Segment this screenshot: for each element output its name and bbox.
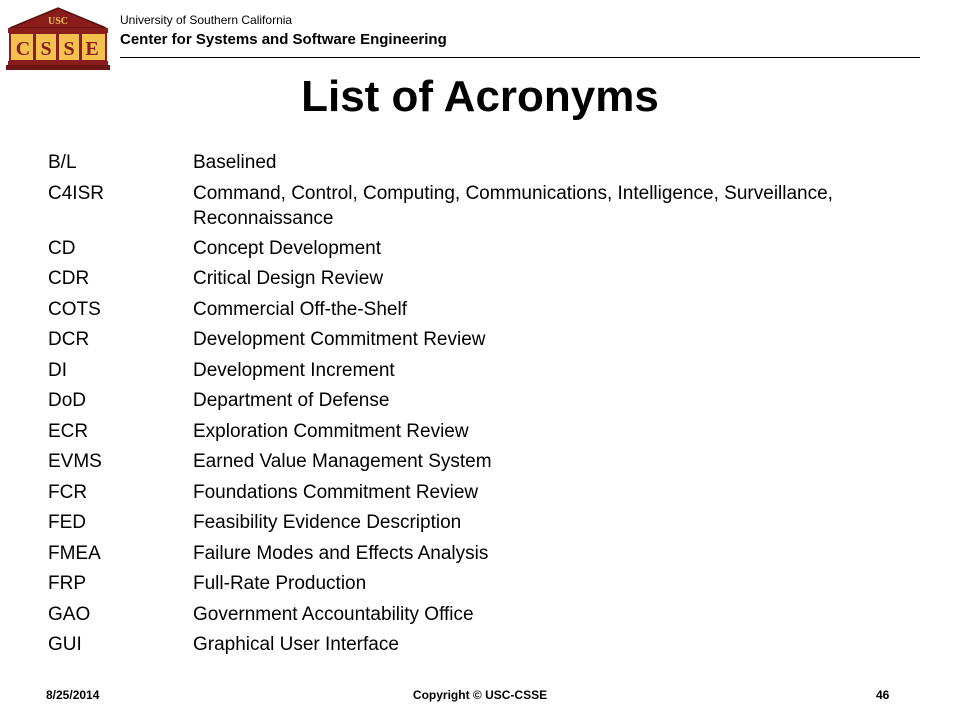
acronym-definition: Government Accountability Office [193,603,474,625]
logo-usc-text: USC [47,16,69,27]
acronym-row [48,297,928,322]
acronym-definition: Graphical User Interface [193,634,399,655]
acronym-row [48,150,928,175]
acronym-row [48,602,928,627]
footer-date: 8/25/2014 [46,688,100,702]
acronym-row [48,449,928,474]
logo-letter-e: E [85,38,99,60]
acronym-definition: Command, Control, Computing, Communications, Intelligence, Surveillance, Reconnaissance [193,182,833,229]
acronym-row [48,480,928,505]
acronym-row [48,181,928,231]
acronym-definition: Exploration Commitment Review [193,420,469,442]
university-name: University of Southern California [120,13,293,27]
acronym-abbr: DoD [48,390,87,411]
usc-csse-building-logo [6,6,110,72]
acronym-abbr: ECR [48,420,89,442]
acronym-abbr: FED [48,512,86,533]
acronym-definition: Concept Development [193,237,381,259]
acronym-row [48,266,928,291]
footer-copyright: Copyright © USC-CSSE [412,688,548,702]
acronym-row [48,419,928,444]
logo-letter-s1: S [40,38,52,60]
acronym-definition: Earned Value Management System [193,451,492,472]
header-divider [120,57,920,58]
acronym-abbr: C4ISR [48,182,104,204]
slide-title: List of Acronyms [301,72,659,121]
logo-letter-s2: S [63,38,75,60]
acronym-abbr: FMEA [48,542,101,564]
acronym-abbr: EVMS [48,451,102,472]
acronym-abbr: CD [48,237,76,259]
acronym-definition: Feasibility Evidence Description [193,512,462,533]
acronym-definition: Department of Defense [193,390,390,411]
acronym-abbr: GUI [48,634,82,655]
acronym-definition: Full-Rate Production [193,573,367,594]
acronym-abbr: B/L [48,152,77,173]
acronym-abbr: DCR [48,329,90,350]
acronym-row [48,571,928,596]
acronym-row [48,327,928,352]
acronym-row [48,632,928,657]
acronym-abbr: DI [48,359,67,381]
acronym-row [48,236,928,261]
acronym-abbr: GAO [48,603,91,625]
acronym-definition: Development Increment [193,359,395,381]
acronym-abbr: FCR [48,481,88,503]
csse-logo [6,6,110,72]
acronym-list [48,150,928,663]
acronym-abbr: FRP [48,573,86,594]
acronym-row [48,358,928,383]
acronym-abbr: COTS [48,298,101,320]
acronym-definition: Critical Design Review [193,268,384,289]
acronym-definition: Development Commitment Review [193,329,486,350]
logo-letter-c: C [15,38,31,60]
acronym-definition: Commercial Off-the-Shelf [193,298,407,320]
acronym-definition: Failure Modes and Effects Analysis [193,542,489,564]
acronym-definition: Foundations Commitment Review [193,481,479,503]
acronym-abbr: CDR [48,268,90,289]
center-name: Center for Systems and Software Engineering [120,31,447,48]
acronym-row [48,541,928,566]
acronym-definition: Baselined [193,152,277,173]
page-number: 46 [876,688,890,702]
acronym-row [48,388,928,413]
acronym-row [48,510,928,535]
